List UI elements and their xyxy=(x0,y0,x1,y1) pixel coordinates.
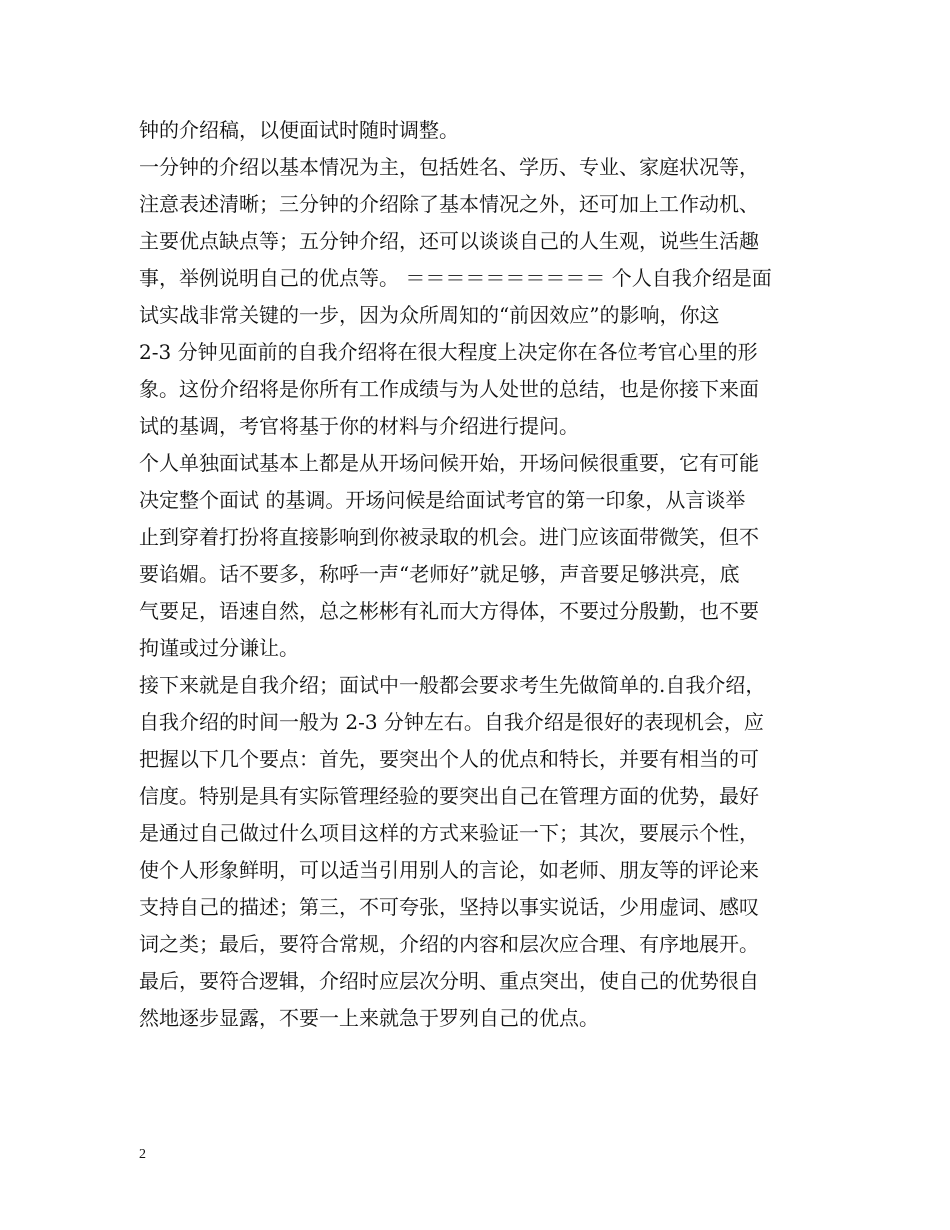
text-line: 拘谨或过分谦让。 xyxy=(139,636,299,660)
text-line: 试实战非常关键的一步，因为众所周知的“前因效应”的影响，你这 xyxy=(139,303,720,327)
text-line: 止到穿着打扮将直接影响到你被录取的机会。进门应该面带微笑，但不 xyxy=(139,525,759,549)
text-line: 要谄媚。话不要多，称呼一声“老师好”就足够，声音要足够洪亮，底 xyxy=(139,562,740,586)
text-line: 是通过自己做过什么项目这样的方式来验证一下；其次，要展示个性， xyxy=(139,821,759,845)
text-line: 词之类；最后，要符合常规，介绍的内容和层次应合理、有序地展开。 xyxy=(139,932,759,956)
text-line: 主要优点缺点等；五分钟介绍，还可以谈谈自己的人生观，说些生活趣 xyxy=(139,229,759,253)
text-line: 试的基调，考官将基于你的材料与介绍进行提问。 xyxy=(139,414,579,438)
text-line: 个人单独面试基本上都是从开场问候开始，开场问候很重要，它有可能 xyxy=(139,451,759,475)
text-line: 注意表述清晰；三分钟的介绍除了基本情况之外，还可加上工作动机、 xyxy=(139,192,759,216)
text-line: 然地逐步显露，不要一上来就急于罗列自己的优点。 xyxy=(139,1006,599,1030)
text-line: 自我介绍的时间一般为 2-3 分钟左右。自我介绍是很好的表现机会，应 xyxy=(139,710,764,734)
text-line: 支持自己的描述；第三，不可夸张，坚持以事实说话，少用虚词、感叹 xyxy=(139,895,759,919)
text-line: 信度。特别是具有实际管理经验的要突出自己在管理方面的优势，最好 xyxy=(139,784,759,808)
page-number: 2 xyxy=(139,1147,146,1162)
text-line: 气要足，语速自然，总之彬彬有礼而大方得体，不要过分殷勤，也不要 xyxy=(139,599,759,623)
text-line: 最后，要符合逻辑，介绍时应层次分明、重点突出，使自己的优势很自 xyxy=(139,969,759,993)
document-body-text xyxy=(139,112,821,1037)
text-line: 一分钟的介绍以基本情况为主，包括姓名、学历、专业、家庭状况等， xyxy=(139,155,759,179)
text-line: 2-3 分钟见面前的自我介绍将在很大程度上决定你在各位考官心里的形 xyxy=(139,340,758,364)
text-line: 事，举例说明自己的优点等。 ＝＝＝＝＝＝＝＝＝＝ 个人自我介绍是面 xyxy=(139,266,772,290)
text-line: 使个人形象鲜明，可以适当引用别人的言论，如老师、朋友等的评论来 xyxy=(139,858,759,882)
text-line: 钟的介绍稿，以便面试时随时调整。 xyxy=(139,118,459,142)
text-line: 接下来就是自我介绍；面试中一般都会要求考生先做简单的.自我介绍， xyxy=(139,673,766,697)
text-line: 把握以下几个要点：首先，要突出个人的优点和特长，并要有相当的可 xyxy=(139,747,759,771)
text-line: 决定整个面试 的基调。开场问候是给面试考官的第一印象，从言谈举 xyxy=(139,488,746,512)
text-line: 象。这份介绍将是你所有工作成绩与为人处世的总结，也是你接下来面 xyxy=(139,377,759,401)
